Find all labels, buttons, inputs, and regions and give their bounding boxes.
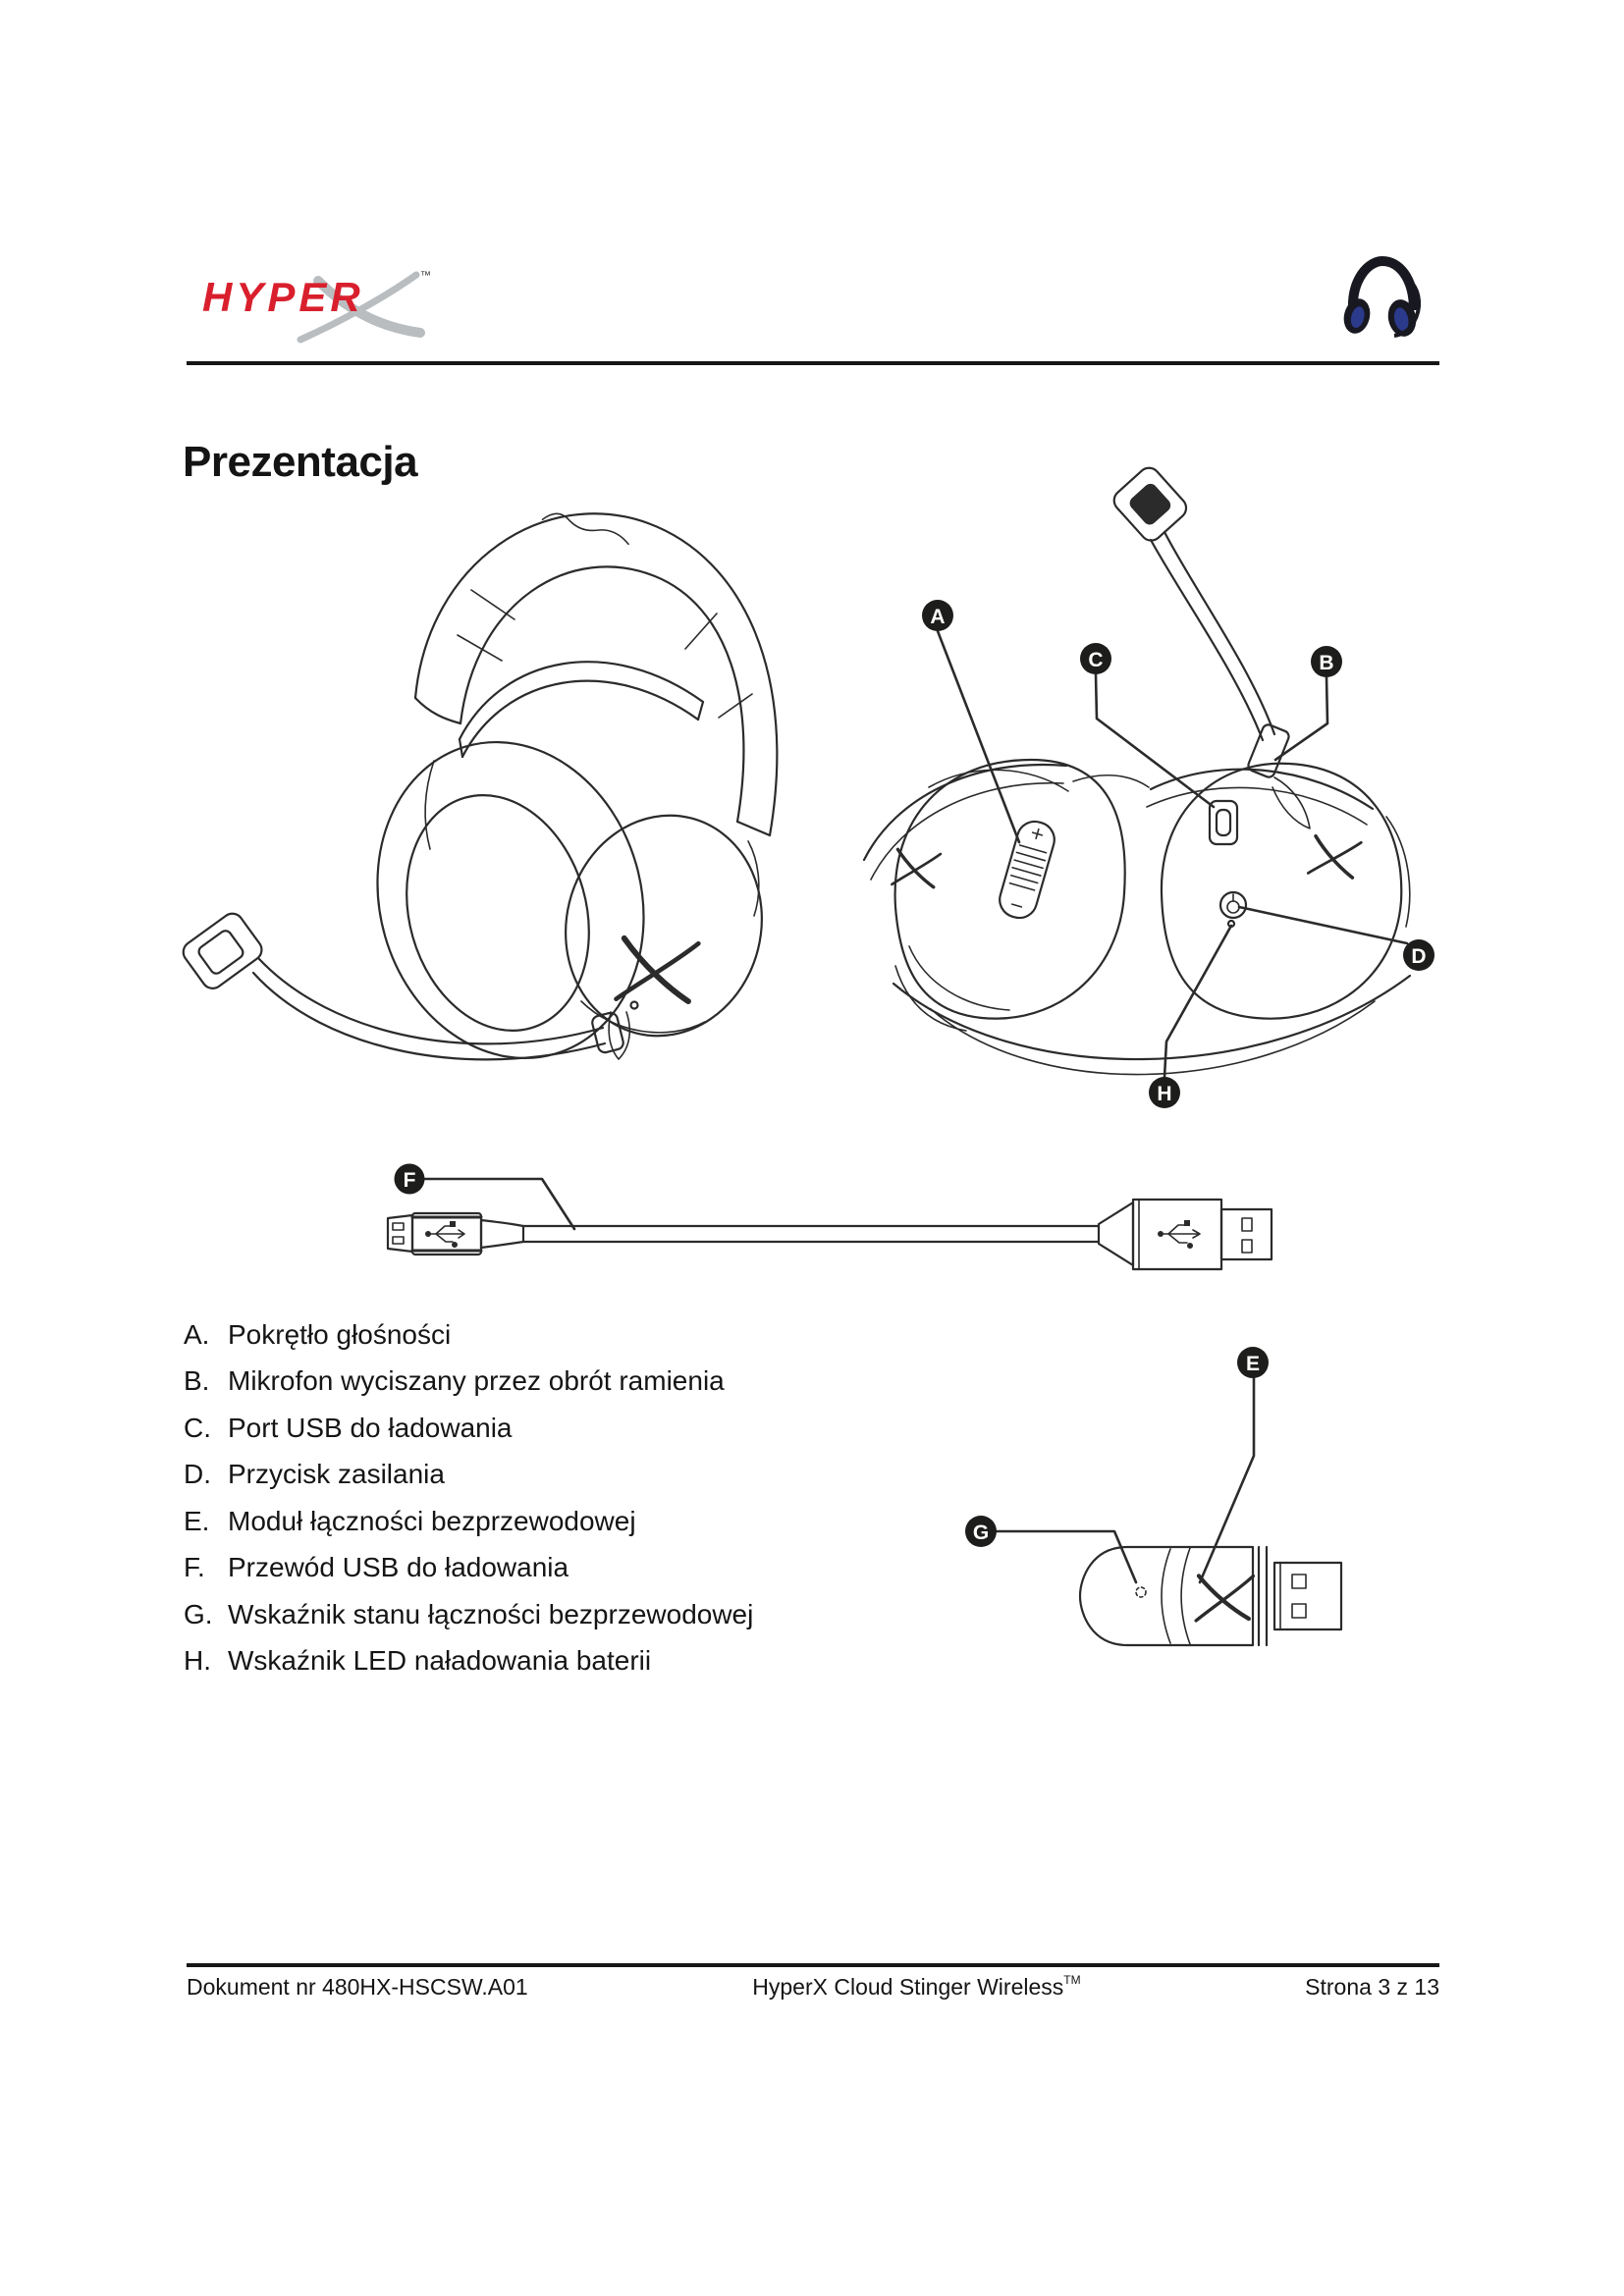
footer-page-number: Strona 3 z 13 — [1305, 1974, 1439, 2000]
legend-label: Moduł łączności bezprzewodowej — [228, 1505, 636, 1536]
headset-flat-drawing — [835, 432, 1443, 1158]
legend-item-d — [184, 1452, 753, 1499]
legend-label: Pokrętło głośności — [228, 1318, 452, 1350]
legend-letter: B. — [184, 1365, 210, 1397]
svg-text:E: E — [1245, 1353, 1261, 1375]
callout-badge-e — [1237, 1347, 1269, 1378]
svg-text:D: D — [1411, 945, 1427, 968]
hyperx-earcup-logo — [614, 931, 698, 1011]
svg-text:B: B — [1319, 652, 1334, 674]
parts-legend — [184, 1311, 753, 1684]
usb-dongle-drawing — [943, 1335, 1375, 1669]
callout-badge-g — [965, 1516, 997, 1547]
headset-perspective-drawing — [167, 466, 785, 1065]
legend-letter: C. — [184, 1412, 211, 1443]
leader-a — [938, 631, 1019, 842]
legend-item-b — [184, 1359, 753, 1406]
footer-doc-number: Dokument nr 480HX-HSCSW.A01 — [187, 1974, 528, 2000]
footer — [187, 1974, 1439, 2001]
callout-badge-b — [1311, 646, 1342, 677]
legend-letter: H. — [184, 1645, 211, 1677]
leader-g — [997, 1531, 1136, 1582]
callout-badge-a — [922, 600, 953, 631]
legend-label: Przewód USB do ładowania — [228, 1552, 569, 1583]
footer-divider — [187, 1963, 1439, 1967]
legend-item-g — [184, 1591, 753, 1638]
leader-h — [1164, 926, 1231, 1077]
legend-letter: G. — [184, 1598, 213, 1629]
page-title: Prezentacja — [183, 438, 418, 486]
callout-badge-f — [395, 1164, 425, 1195]
leader-b — [1275, 677, 1327, 760]
header-divider — [187, 361, 1439, 365]
legend-label: Wskaźnik LED naładowania baterii — [228, 1645, 652, 1677]
volume-wheel-drawing — [996, 818, 1058, 923]
headset-product-photo — [1339, 251, 1428, 354]
hyperx-rightcup-logo — [1307, 831, 1361, 883]
legend-letter: D. — [184, 1459, 211, 1490]
leader-e — [1200, 1378, 1254, 1582]
legend-letter: E. — [184, 1505, 210, 1536]
hyperx-leftcup-logo — [891, 845, 941, 893]
legend-label: Przycisk zasilania — [228, 1459, 445, 1490]
footer-product-name — [752, 1974, 1080, 2001]
leader-d — [1239, 907, 1407, 943]
svg-text:F: F — [403, 1169, 416, 1192]
svg-text:H: H — [1157, 1083, 1172, 1105]
logo-trademark: ™ — [420, 270, 431, 282]
legend-label: Port USB do ładowania — [228, 1412, 513, 1443]
legend-item-c — [184, 1405, 753, 1452]
callout-badge-c — [1080, 643, 1111, 674]
footer-product-tm: TM — [1063, 1973, 1081, 1988]
svg-text:G: G — [972, 1522, 990, 1544]
logo-wordmark: HYPER — [202, 274, 364, 320]
legend-item-e — [184, 1498, 753, 1545]
callout-badge-h — [1149, 1077, 1180, 1108]
legend-item-f — [184, 1545, 753, 1592]
hyperx-logo — [202, 265, 433, 348]
legend-label: Wskaźnik stanu łączności bezprzewodowej — [228, 1598, 754, 1629]
svg-text:A: A — [930, 606, 946, 628]
svg-text:C: C — [1088, 649, 1104, 671]
hyperx-dongle-logo — [1194, 1571, 1253, 1627]
legend-item-a — [184, 1311, 753, 1359]
legend-label: Mikrofon wyciszany przez obrót ramienia — [228, 1365, 725, 1397]
usb-cable-drawing — [363, 1163, 1286, 1281]
power-button-drawing — [1220, 892, 1246, 918]
legend-letter: F. — [184, 1552, 205, 1583]
legend-letter: A. — [184, 1318, 210, 1350]
legend-item-h — [184, 1638, 753, 1685]
callout-badge-d — [1403, 939, 1435, 971]
footer-product-text: HyperX Cloud Stinger Wireless — [752, 1974, 1064, 2000]
